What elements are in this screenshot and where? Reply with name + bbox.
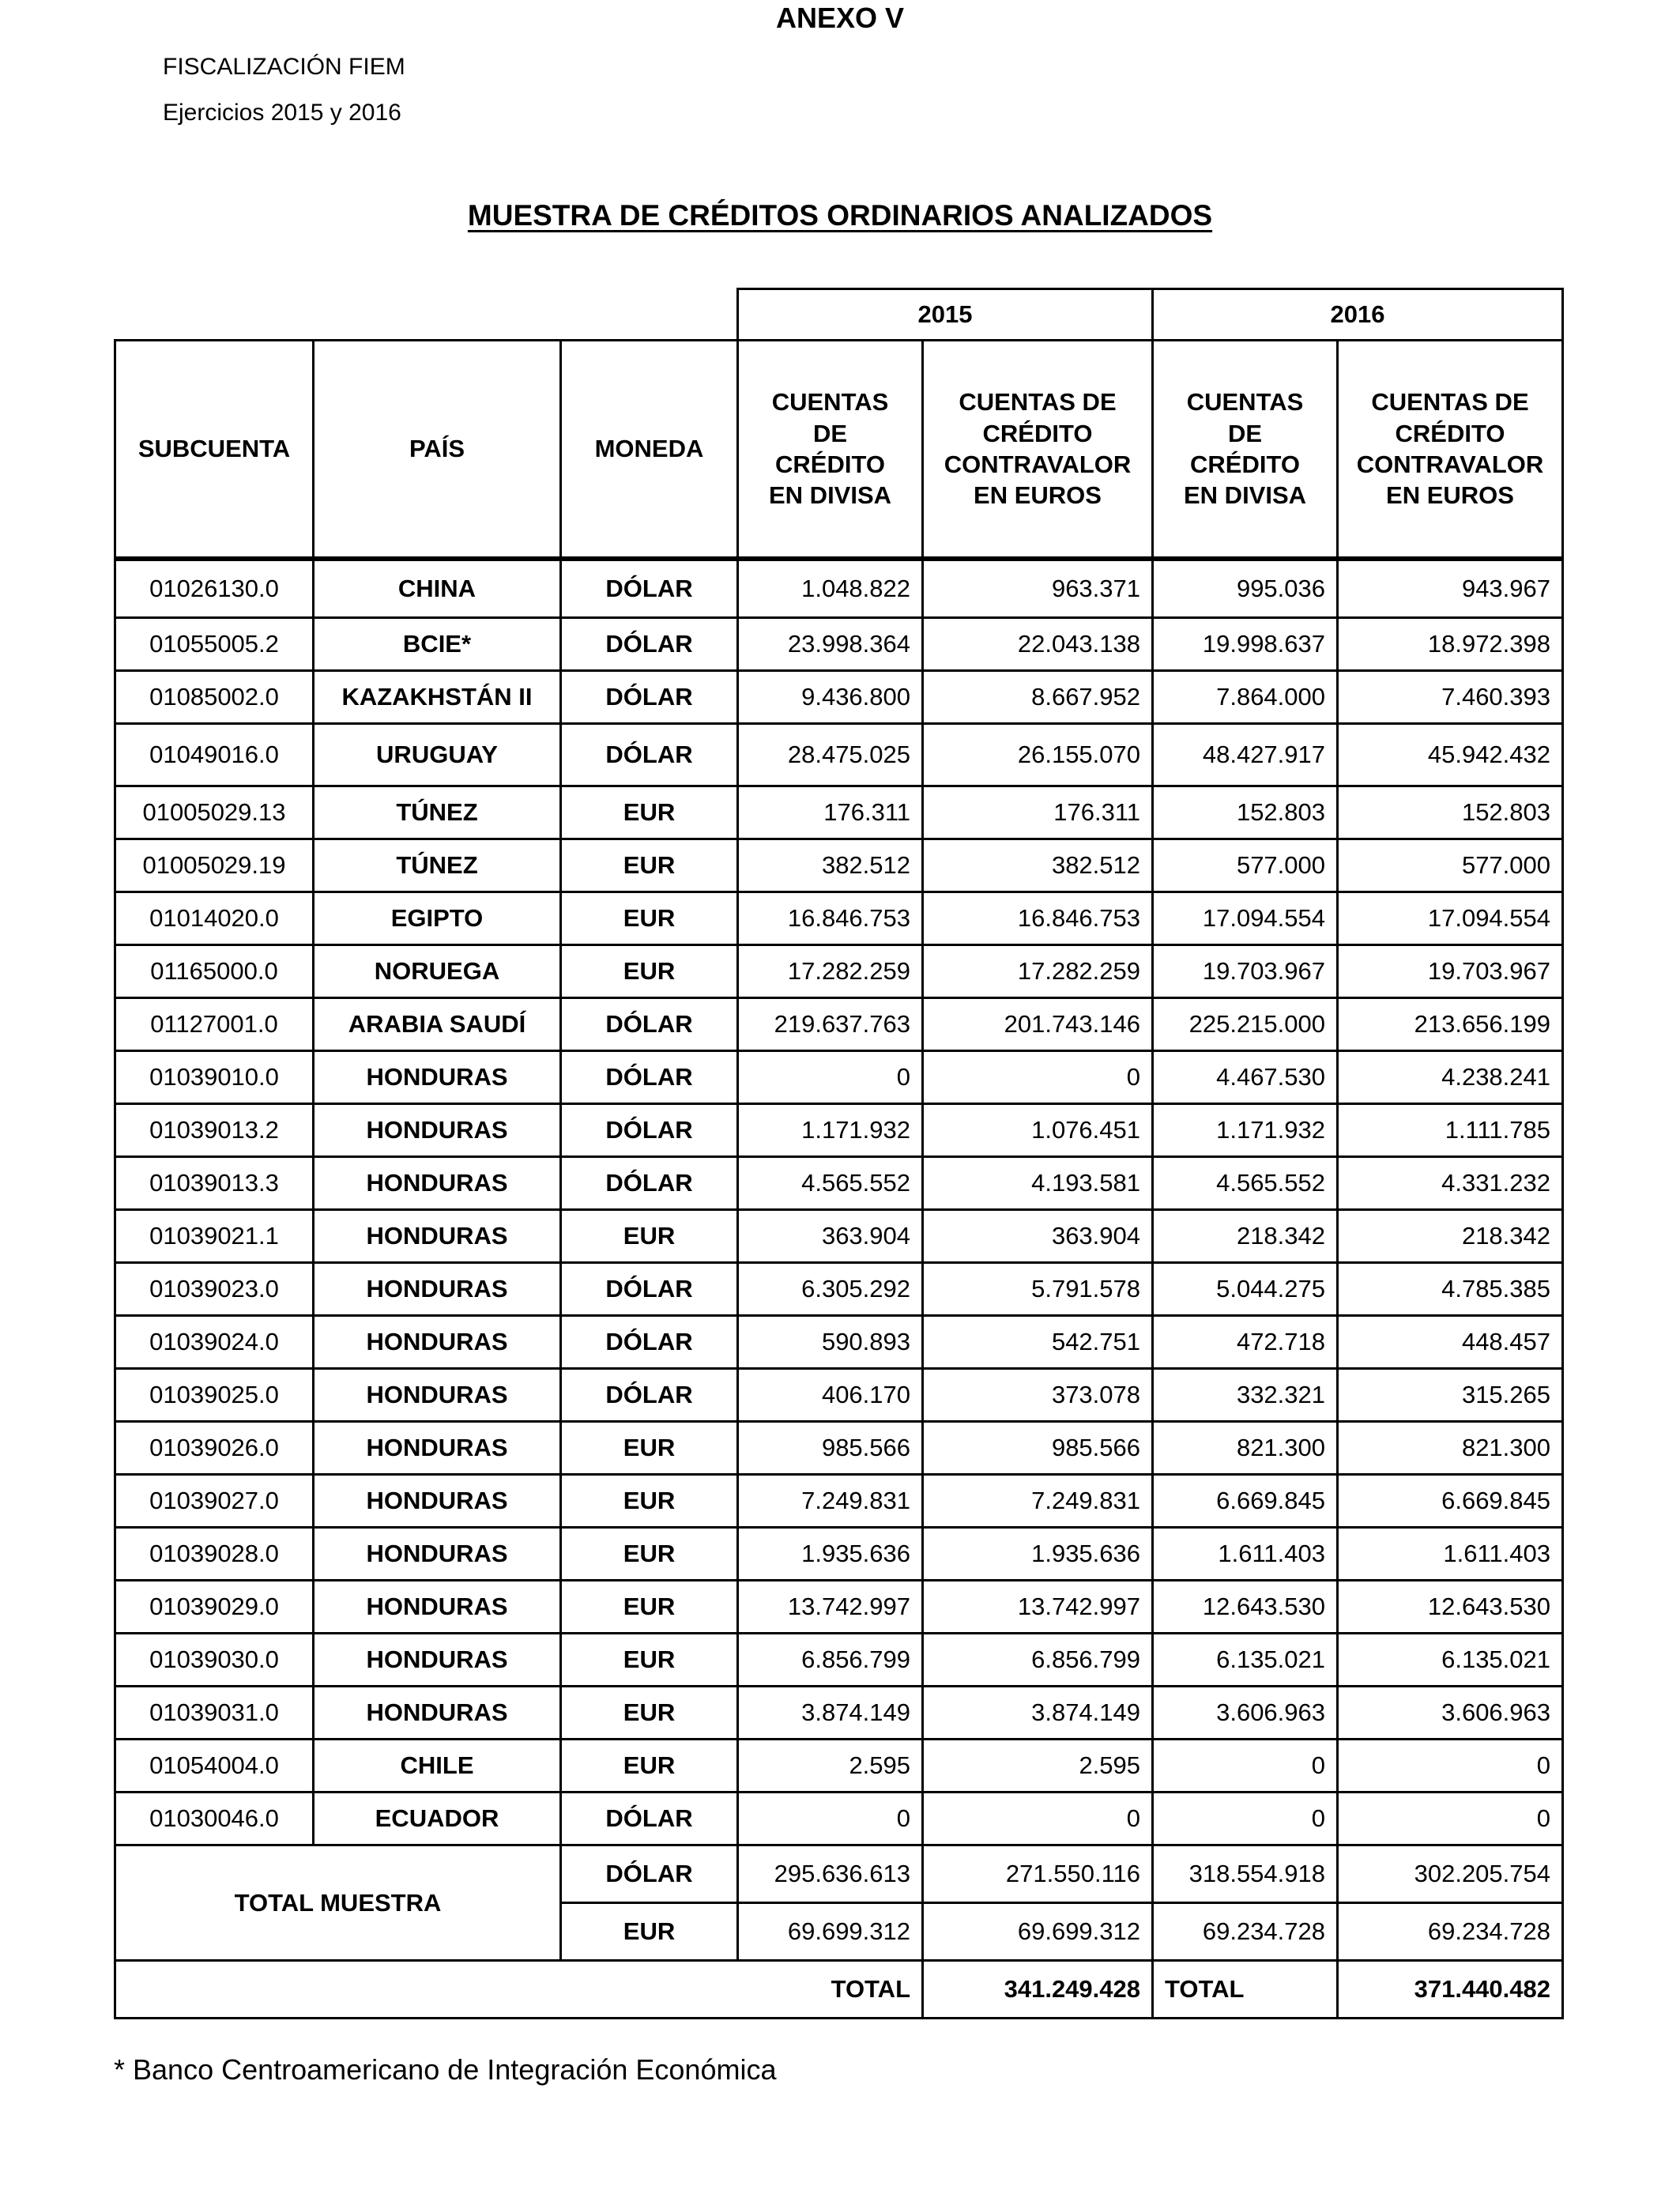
- total-value-cell: 69.699.312: [923, 1903, 1153, 1961]
- divisa-2016-cell: 1.171.932: [1153, 1104, 1338, 1157]
- pais-cell: HONDURAS: [314, 1528, 561, 1581]
- pais-header: PAÍS: [314, 341, 561, 558]
- divisa-2016-cell: 17.094.554: [1153, 892, 1338, 945]
- euros-2016-cell: 1.111.785: [1338, 1104, 1563, 1157]
- euros-2016-cell: 7.460.393: [1338, 671, 1563, 724]
- divisa-2015-cell: 28.475.025: [738, 724, 923, 786]
- table-row: [115, 1316, 1563, 1369]
- subcuenta-cell: 01085002.0: [115, 671, 314, 724]
- subcuenta-cell: 01049016.0: [115, 724, 314, 786]
- subcuenta-cell: 01030046.0: [115, 1793, 314, 1845]
- euros-2015-cell: 5.791.578: [923, 1263, 1153, 1316]
- divisa-2016-cell: 332.321: [1153, 1369, 1338, 1422]
- euros-2015-cell: 16.846.753: [923, 892, 1153, 945]
- pais-cell: HONDURAS: [314, 1263, 561, 1316]
- divisa-2016-cell: 19.998.637: [1153, 618, 1338, 671]
- euros-2016-cell: 17.094.554: [1338, 892, 1563, 945]
- euros-2015-cell: 1.935.636: [923, 1528, 1153, 1581]
- moneda-cell: EUR: [561, 1740, 738, 1793]
- euros-2015-header: CUENTAS DE CRÉDITO CONTRAVALOR EN EUROS: [923, 341, 1153, 558]
- table-row: [115, 1369, 1563, 1422]
- subcuenta-cell: 01026130.0: [115, 560, 314, 618]
- grand-total-2016: 371.440.482: [1338, 1961, 1563, 2019]
- subcuenta-header: SUBCUENTA: [115, 341, 314, 558]
- euros-2016-cell: 213.656.199: [1338, 998, 1563, 1051]
- pais-cell: HONDURAS: [314, 1422, 561, 1475]
- moneda-cell: DÓLAR: [561, 1157, 738, 1210]
- table-row: [115, 1051, 1563, 1104]
- total-muestra-label: TOTAL MUESTRA: [115, 1845, 561, 1961]
- pais-cell: ARABIA SAUDÍ: [314, 998, 561, 1051]
- footnote: * Banco Centroamericano de Integración Económica: [114, 2053, 777, 2086]
- moneda-cell: EUR: [561, 839, 738, 892]
- divisa-2016-cell: 48.427.917: [1153, 724, 1338, 786]
- divisa-2016-cell: 12.643.530: [1153, 1581, 1338, 1634]
- table-row: [115, 786, 1563, 839]
- moneda-cell: DÓLAR: [561, 1104, 738, 1157]
- euros-2015-cell: 7.249.831: [923, 1475, 1153, 1528]
- subcuenta-cell: 01039010.0: [115, 1051, 314, 1104]
- euros-2015-cell: 201.743.146: [923, 998, 1153, 1051]
- euros-2016-cell: 45.942.432: [1338, 724, 1563, 786]
- euros-2016-cell: 19.703.967: [1338, 945, 1563, 998]
- total-moneda-cell: EUR: [561, 1903, 738, 1961]
- divisa-2015-cell: 3.874.149: [738, 1687, 923, 1740]
- org-label: FISCALIZACIÓN FIEM: [163, 54, 405, 80]
- moneda-cell: DÓLAR: [561, 671, 738, 724]
- moneda-cell: EUR: [561, 1687, 738, 1740]
- subcuenta-cell: 01014020.0: [115, 892, 314, 945]
- subcuenta-cell: 01039026.0: [115, 1422, 314, 1475]
- subcuenta-cell: 01127001.0: [115, 998, 314, 1051]
- divisa-2016-cell: 7.864.000: [1153, 671, 1338, 724]
- subcuenta-cell: 01039024.0: [115, 1316, 314, 1369]
- euros-2016-cell: 18.972.398: [1338, 618, 1563, 671]
- pais-cell: NORUEGA: [314, 945, 561, 998]
- euros-2015-cell: 382.512: [923, 839, 1153, 892]
- euros-2015-cell: 542.751: [923, 1316, 1153, 1369]
- euros-2016-cell: 0: [1338, 1793, 1563, 1845]
- euros-2016-cell: 3.606.963: [1338, 1687, 1563, 1740]
- euros-2016-cell: 6.135.021: [1338, 1634, 1563, 1687]
- divisa-2015-cell: 1.935.636: [738, 1528, 923, 1581]
- moneda-cell: EUR: [561, 1210, 738, 1263]
- divisa-2016-cell: 5.044.275: [1153, 1263, 1338, 1316]
- pais-cell: HONDURAS: [314, 1687, 561, 1740]
- table-row: [115, 998, 1563, 1051]
- divisa-2016-cell: 0: [1153, 1793, 1338, 1845]
- moneda-cell: DÓLAR: [561, 724, 738, 786]
- euros-2016-cell: 12.643.530: [1338, 1581, 1563, 1634]
- euros-2016-header: CUENTAS DE CRÉDITO CONTRAVALOR EN EUROS: [1338, 341, 1563, 558]
- euros-2015-cell: 26.155.070: [923, 724, 1153, 786]
- table-row: [115, 671, 1563, 724]
- moneda-cell: EUR: [561, 1528, 738, 1581]
- divisa-2015-cell: 219.637.763: [738, 998, 923, 1051]
- pais-cell: HONDURAS: [314, 1581, 561, 1634]
- euros-2016-cell: 4.238.241: [1338, 1051, 1563, 1104]
- euros-2016-cell: 943.967: [1338, 560, 1563, 618]
- total-moneda-cell: DÓLAR: [561, 1845, 738, 1903]
- subcuenta-cell: 01005029.19: [115, 839, 314, 892]
- euros-2015-cell: 22.043.138: [923, 618, 1153, 671]
- subcuenta-cell: 01039028.0: [115, 1528, 314, 1581]
- euros-2015-cell: 0: [923, 1051, 1153, 1104]
- subcuenta-cell: 01005029.13: [115, 786, 314, 839]
- divisa-2015-cell: 406.170: [738, 1369, 923, 1422]
- divisa-2016-cell: 19.703.967: [1153, 945, 1338, 998]
- divisa-2015-cell: 363.904: [738, 1210, 923, 1263]
- euros-2015-cell: 0: [923, 1793, 1153, 1845]
- moneda-cell: EUR: [561, 786, 738, 839]
- table-row: [115, 1740, 1563, 1793]
- pais-cell: HONDURAS: [314, 1634, 561, 1687]
- table-row: [115, 1157, 1563, 1210]
- euros-2016-cell: 4.331.232: [1338, 1157, 1563, 1210]
- moneda-cell: EUR: [561, 945, 738, 998]
- pais-cell: HONDURAS: [314, 1210, 561, 1263]
- divisa-2016-cell: 6.135.021: [1153, 1634, 1338, 1687]
- moneda-cell: EUR: [561, 1581, 738, 1634]
- table-row: [115, 724, 1563, 786]
- period-label: Ejercicios 2015 y 2016: [163, 100, 401, 126]
- moneda-cell: DÓLAR: [561, 1316, 738, 1369]
- table-row: [115, 1422, 1563, 1475]
- year-2016-header: 2016: [1153, 289, 1563, 341]
- table-row: [115, 1581, 1563, 1634]
- credits-table: [114, 288, 1564, 2019]
- table-row: [115, 1634, 1563, 1687]
- table-row: [115, 560, 1563, 618]
- table-row: [115, 1263, 1563, 1316]
- divisa-2016-cell: 3.606.963: [1153, 1687, 1338, 1740]
- pais-cell: HONDURAS: [314, 1316, 561, 1369]
- moneda-cell: DÓLAR: [561, 998, 738, 1051]
- subcuenta-cell: 01055005.2: [115, 618, 314, 671]
- total-value-cell: 295.636.613: [738, 1845, 923, 1903]
- divisa-2015-cell: 4.565.552: [738, 1157, 923, 1210]
- divisa-2016-cell: 4.565.552: [1153, 1157, 1338, 1210]
- divisa-2015-cell: 0: [738, 1051, 923, 1104]
- divisa-2016-cell: 0: [1153, 1740, 1338, 1793]
- divisa-2015-cell: 17.282.259: [738, 945, 923, 998]
- divisa-2016-cell: 472.718: [1153, 1316, 1338, 1369]
- grand-total-label-2016: TOTAL: [1153, 1961, 1338, 2019]
- divisa-2016-cell: 6.669.845: [1153, 1475, 1338, 1528]
- divisa-2016-cell: 152.803: [1153, 786, 1338, 839]
- subcuenta-cell: 01039030.0: [115, 1634, 314, 1687]
- pais-cell: KAZAKHSTÁN II: [314, 671, 561, 724]
- divisa-2015-cell: 2.595: [738, 1740, 923, 1793]
- euros-2016-cell: 152.803: [1338, 786, 1563, 839]
- total-value-cell: 302.205.754: [1338, 1845, 1563, 1903]
- year-2015-header: 2015: [738, 289, 1153, 341]
- subcuenta-cell: 01039027.0: [115, 1475, 314, 1528]
- divisa-2016-cell: 995.036: [1153, 560, 1338, 618]
- table-row: [115, 618, 1563, 671]
- divisa-2015-cell: 7.249.831: [738, 1475, 923, 1528]
- euros-2015-cell: 13.742.997: [923, 1581, 1153, 1634]
- moneda-cell: DÓLAR: [561, 1369, 738, 1422]
- euros-2016-cell: 218.342: [1338, 1210, 1563, 1263]
- pais-cell: ECUADOR: [314, 1793, 561, 1845]
- pais-cell: BCIE*: [314, 618, 561, 671]
- subcuenta-cell: 01039023.0: [115, 1263, 314, 1316]
- moneda-cell: EUR: [561, 1475, 738, 1528]
- pais-cell: TÚNEZ: [314, 786, 561, 839]
- table-row: [115, 892, 1563, 945]
- total-value-cell: 318.554.918: [1153, 1845, 1338, 1903]
- divisa-2016-cell: 218.342: [1153, 1210, 1338, 1263]
- pais-cell: HONDURAS: [314, 1104, 561, 1157]
- euros-2016-cell: 821.300: [1338, 1422, 1563, 1475]
- divisa-2016-cell: 4.467.530: [1153, 1051, 1338, 1104]
- pais-cell: CHINA: [314, 560, 561, 618]
- divisa-2015-cell: 6.856.799: [738, 1634, 923, 1687]
- divisa-2016-cell: 821.300: [1153, 1422, 1338, 1475]
- table-row: [115, 1210, 1563, 1263]
- page-title: MUESTRA DE CRÉDITOS ORDINARIOS ANALIZADOS: [467, 199, 1213, 232]
- divisa-2016-cell: 577.000: [1153, 839, 1338, 892]
- pais-cell: EGIPTO: [314, 892, 561, 945]
- grand-total-2015: 341.249.428: [923, 1961, 1153, 2019]
- subcuenta-cell: 01039013.2: [115, 1104, 314, 1157]
- divisa-2016-header: CUENTAS DE CRÉDITO EN DIVISA: [1153, 341, 1338, 558]
- divisa-2015-cell: 16.846.753: [738, 892, 923, 945]
- year-header-row: [115, 289, 1563, 341]
- pais-cell: HONDURAS: [314, 1157, 561, 1210]
- moneda-cell: EUR: [561, 892, 738, 945]
- divisa-2015-cell: 23.998.364: [738, 618, 923, 671]
- divisa-2015-cell: 6.305.292: [738, 1263, 923, 1316]
- divisa-2015-cell: 1.171.932: [738, 1104, 923, 1157]
- subcuenta-cell: 01039025.0: [115, 1369, 314, 1422]
- euros-2015-cell: 8.667.952: [923, 671, 1153, 724]
- euros-2016-cell: 577.000: [1338, 839, 1563, 892]
- moneda-cell: DÓLAR: [561, 618, 738, 671]
- euros-2015-cell: 17.282.259: [923, 945, 1153, 998]
- divisa-2016-cell: 1.611.403: [1153, 1528, 1338, 1581]
- moneda-cell: DÓLAR: [561, 1793, 738, 1845]
- euros-2016-cell: 1.611.403: [1338, 1528, 1563, 1581]
- divisa-2016-cell: 225.215.000: [1153, 998, 1338, 1051]
- pais-cell: HONDURAS: [314, 1369, 561, 1422]
- euros-2016-cell: 315.265: [1338, 1369, 1563, 1422]
- table-row: [115, 1687, 1563, 1740]
- table-row: [115, 1104, 1563, 1157]
- blank-corner: [115, 289, 738, 341]
- total-value-cell: 69.699.312: [738, 1903, 923, 1961]
- total-muestra-row: [115, 1845, 1563, 1903]
- subcuenta-cell: 01039031.0: [115, 1687, 314, 1740]
- moneda-cell: DÓLAR: [561, 560, 738, 618]
- table-row: [115, 1793, 1563, 1845]
- euros-2015-cell: 2.595: [923, 1740, 1153, 1793]
- table-row: [115, 945, 1563, 998]
- total-value-cell: 69.234.728: [1338, 1903, 1563, 1961]
- divisa-2015-cell: 382.512: [738, 839, 923, 892]
- divisa-2015-cell: 1.048.822: [738, 560, 923, 618]
- total-value-cell: 69.234.728: [1153, 1903, 1338, 1961]
- euros-2015-cell: 4.193.581: [923, 1157, 1153, 1210]
- divisa-2015-cell: 176.311: [738, 786, 923, 839]
- euros-2015-cell: 6.856.799: [923, 1634, 1153, 1687]
- total-value-cell: 271.550.116: [923, 1845, 1153, 1903]
- euros-2015-cell: 3.874.149: [923, 1687, 1153, 1740]
- divisa-2015-header: CUENTAS DE CRÉDITO EN DIVISA: [738, 341, 923, 558]
- grand-total-label-2015: TOTAL: [115, 1961, 923, 2019]
- pais-cell: HONDURAS: [314, 1051, 561, 1104]
- euros-2015-cell: 363.904: [923, 1210, 1153, 1263]
- moneda-cell: EUR: [561, 1422, 738, 1475]
- euros-2016-cell: 0: [1338, 1740, 1563, 1793]
- annex-title: ANEXO V: [775, 2, 905, 34]
- pais-cell: URUGUAY: [314, 724, 561, 786]
- table-row: [115, 1475, 1563, 1528]
- euros-2015-cell: 373.078: [923, 1369, 1153, 1422]
- euros-2015-cell: 963.371: [923, 560, 1153, 618]
- moneda-cell: DÓLAR: [561, 1051, 738, 1104]
- euros-2015-cell: 176.311: [923, 786, 1153, 839]
- divisa-2015-cell: 590.893: [738, 1316, 923, 1369]
- euros-2016-cell: 6.669.845: [1338, 1475, 1563, 1528]
- grand-total-row: [115, 1961, 1563, 2019]
- subcuenta-cell: 01039021.1: [115, 1210, 314, 1263]
- subcuenta-cell: 01165000.0: [115, 945, 314, 998]
- divisa-2015-cell: 9.436.800: [738, 671, 923, 724]
- subcuenta-cell: 01054004.0: [115, 1740, 314, 1793]
- euros-2016-cell: 4.785.385: [1338, 1263, 1563, 1316]
- subcuenta-cell: 01039013.3: [115, 1157, 314, 1210]
- subcuenta-cell: 01039029.0: [115, 1581, 314, 1634]
- moneda-header: MONEDA: [561, 341, 738, 558]
- divisa-2015-cell: 13.742.997: [738, 1581, 923, 1634]
- pais-cell: CHILE: [314, 1740, 561, 1793]
- euros-2015-cell: 1.076.451: [923, 1104, 1153, 1157]
- pais-cell: TÚNEZ: [314, 839, 561, 892]
- euros-2015-cell: 985.566: [923, 1422, 1153, 1475]
- moneda-cell: EUR: [561, 1634, 738, 1687]
- divisa-2015-cell: 985.566: [738, 1422, 923, 1475]
- column-header-row: [115, 341, 1563, 558]
- divisa-2015-cell: 0: [738, 1793, 923, 1845]
- euros-2016-cell: 448.457: [1338, 1316, 1563, 1369]
- moneda-cell: DÓLAR: [561, 1263, 738, 1316]
- table-row: [115, 839, 1563, 892]
- pais-cell: HONDURAS: [314, 1475, 561, 1528]
- table-row: [115, 1528, 1563, 1581]
